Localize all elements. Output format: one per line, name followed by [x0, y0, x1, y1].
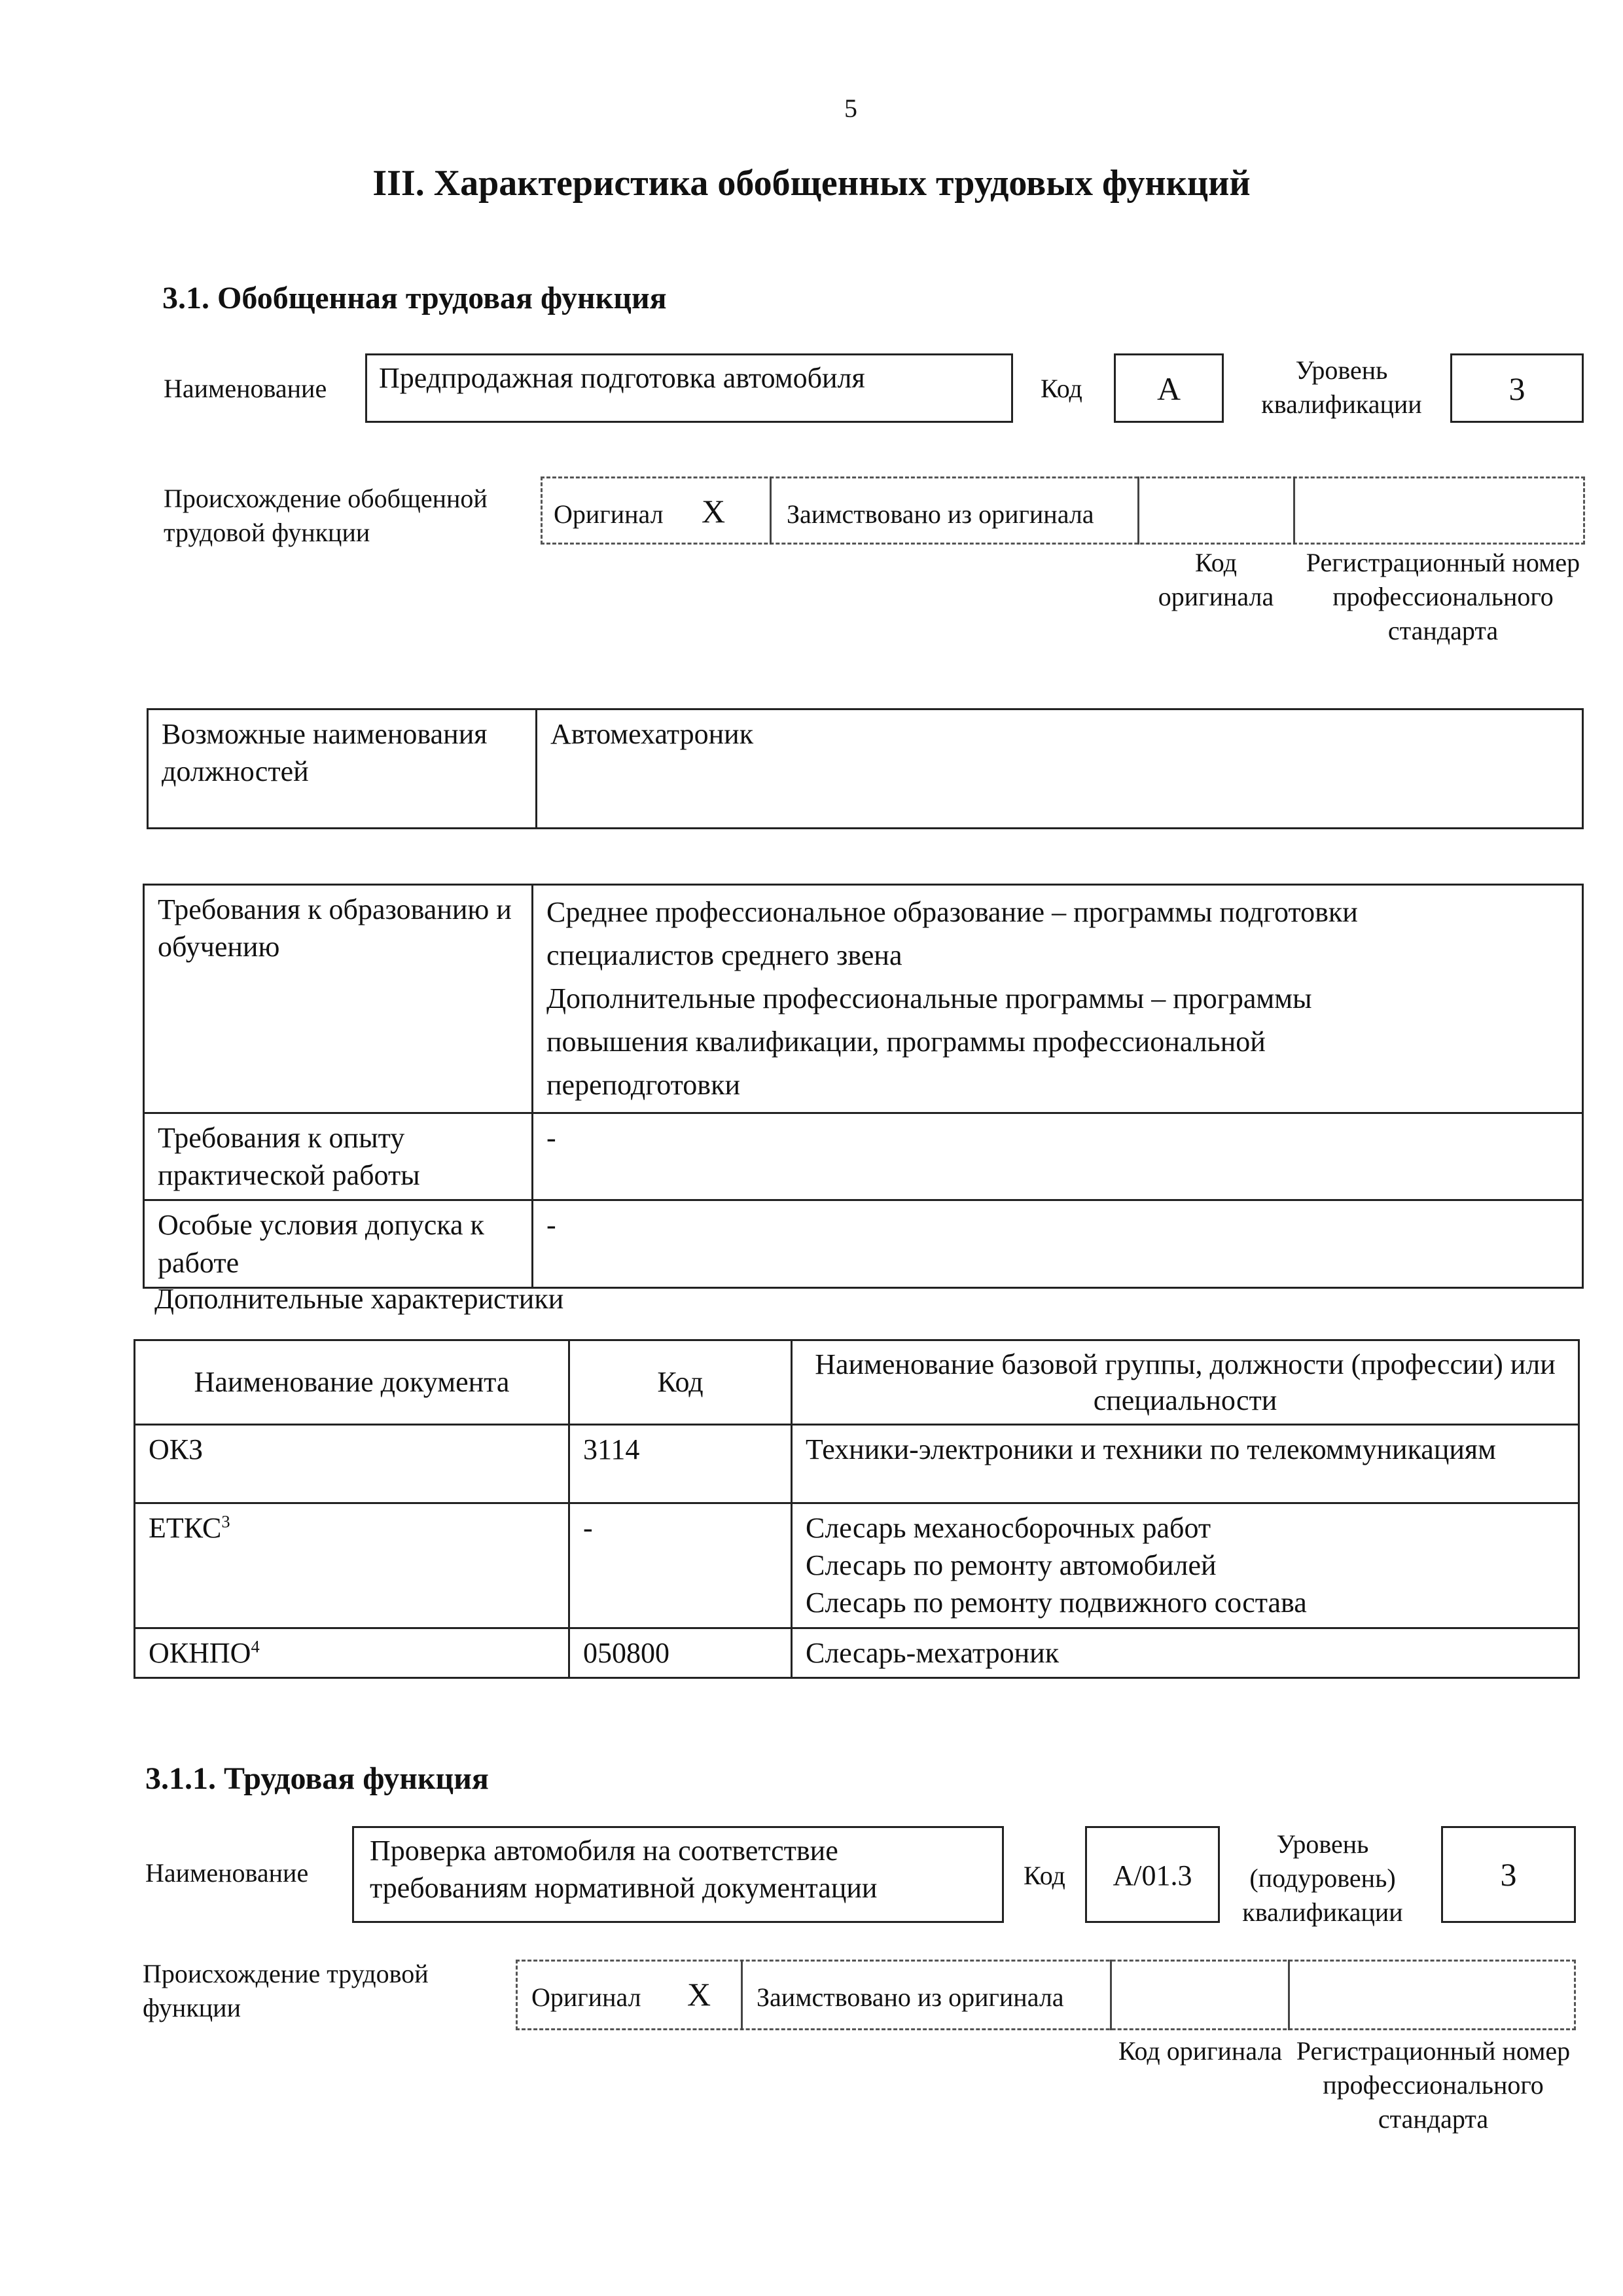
oknpo-code: 050800 — [569, 1628, 792, 1677]
doc-footnote: 3 — [221, 1511, 230, 1532]
divider — [741, 1960, 743, 2030]
education-line: Дополнительные профессиональные программы – программы — [546, 982, 1312, 1014]
section-title: III. Характеристика обобщенных трудовых функций — [372, 163, 1251, 204]
tf-heading: 3.1.1. Трудовая функция — [145, 1761, 489, 1796]
experience-label: Требования к опыту практической работы — [144, 1113, 533, 1200]
education-line: специалистов среднего звена — [546, 939, 902, 971]
divider — [1137, 476, 1139, 545]
positions-value: Автомехатроник — [537, 709, 1583, 829]
special-conditions-value: - — [533, 1200, 1583, 1287]
divider — [770, 476, 772, 545]
education-value — [533, 885, 1583, 1113]
tf-borrowed-label: Заимствовано из оригинала — [757, 1982, 1064, 2012]
tf-origin-label: Происхождение трудовой функции — [143, 1959, 429, 2022]
education-line: повышения квалификации, программы профессиональной — [546, 1026, 1266, 1058]
etks-names — [792, 1503, 1579, 1628]
additional-title: Дополнительные характеристики — [154, 1283, 564, 1315]
positions-table — [147, 708, 1584, 829]
divider — [1288, 1960, 1290, 2030]
special-conditions-label: Особые условия допуска к работе — [144, 1200, 533, 1287]
gtf-original-label: Оригинал — [554, 499, 664, 529]
gtf-code-label: Код — [1041, 374, 1082, 403]
group-name: Слесарь по ремонту подвижного состава — [806, 1587, 1307, 1619]
etks-code: - — [569, 1503, 792, 1628]
oknpo-names — [792, 1628, 1579, 1677]
tf-level-field: 3 — [1441, 1826, 1576, 1923]
gtf-level-label: Уровень квалификации — [1261, 355, 1422, 419]
gtf-heading: 3.1. Обобщенная трудовая функция — [162, 281, 667, 315]
group-name: Слесарь по ремонту автомобилей — [806, 1549, 1217, 1582]
tf-original-label: Оригинал — [531, 1982, 641, 2012]
education-label: Требования к образованию и обучению — [144, 885, 533, 1113]
divider — [1110, 1960, 1112, 2030]
requirements-table — [143, 884, 1584, 1289]
doc-name: ОКНПО — [149, 1636, 251, 1669]
gtf-reg-number-caption: Регистрационный номер профессионального стандарта — [1306, 548, 1580, 645]
doc-name: ЕТКС — [149, 1512, 222, 1544]
group-name: Техники-электроники и техники по телекоммуникациям — [806, 1433, 1497, 1465]
gtf-level-field: 3 — [1450, 353, 1584, 423]
tf-code-field: А/01.3 — [1085, 1826, 1220, 1923]
header-group-name: Наименование базовой группы, должности (профессии) или специальности — [792, 1340, 1579, 1425]
experience-value: - — [533, 1113, 1583, 1200]
additional-table — [134, 1339, 1580, 1679]
education-line: Среднее профессиональное образование – программы подготовки — [546, 896, 1358, 928]
doc-name: ОКЗ — [149, 1433, 204, 1465]
gtf-code-field: А — [1114, 353, 1224, 423]
gtf-origin-label: Происхождение обобщенной трудовой функции — [164, 484, 488, 547]
education-line: переподготовки — [546, 1069, 740, 1101]
tf-reg-number-caption: Регистрационный номер профессионального стандарта — [1296, 2036, 1571, 2134]
page-number: 5 — [844, 94, 857, 123]
okz-doc — [135, 1425, 569, 1503]
gtf-code-original-caption: Код оригинала — [1158, 548, 1274, 611]
etks-doc — [135, 1503, 569, 1628]
header-document: Наименование документа — [135, 1340, 569, 1425]
gtf-original-mark: X — [702, 493, 726, 529]
okz-names — [792, 1425, 1579, 1503]
header-code: Код — [569, 1340, 792, 1425]
tf-code-label: Код — [1024, 1861, 1065, 1890]
group-name: Слесарь механосборочных работ — [806, 1512, 1211, 1544]
tf-level-label: Уровень (подуровень) квалификации — [1242, 1829, 1403, 1927]
gtf-name-label: Наименование — [164, 374, 327, 403]
positions-label: Возможные наименования должностей — [148, 709, 537, 829]
oknpo-doc — [135, 1628, 569, 1677]
tf-name-label: Наименование — [145, 1858, 309, 1888]
gtf-name-field: Предпродажная подготовка автомобиля — [365, 353, 1013, 423]
tf-original-mark: X — [687, 1976, 711, 2013]
gtf-borrowed-label: Заимствовано из оригинала — [787, 499, 1094, 529]
group-name: Слесарь-мехатроник — [806, 1636, 1060, 1669]
tf-name-field: Проверка автомобиля на соответствие требованиям нормативной документации — [352, 1826, 1004, 1923]
okz-code: 3114 — [569, 1425, 792, 1503]
divider — [1293, 476, 1295, 545]
tf-code-original-caption: Код оригинала — [1118, 2036, 1283, 2066]
doc-footnote: 4 — [251, 1636, 260, 1656]
